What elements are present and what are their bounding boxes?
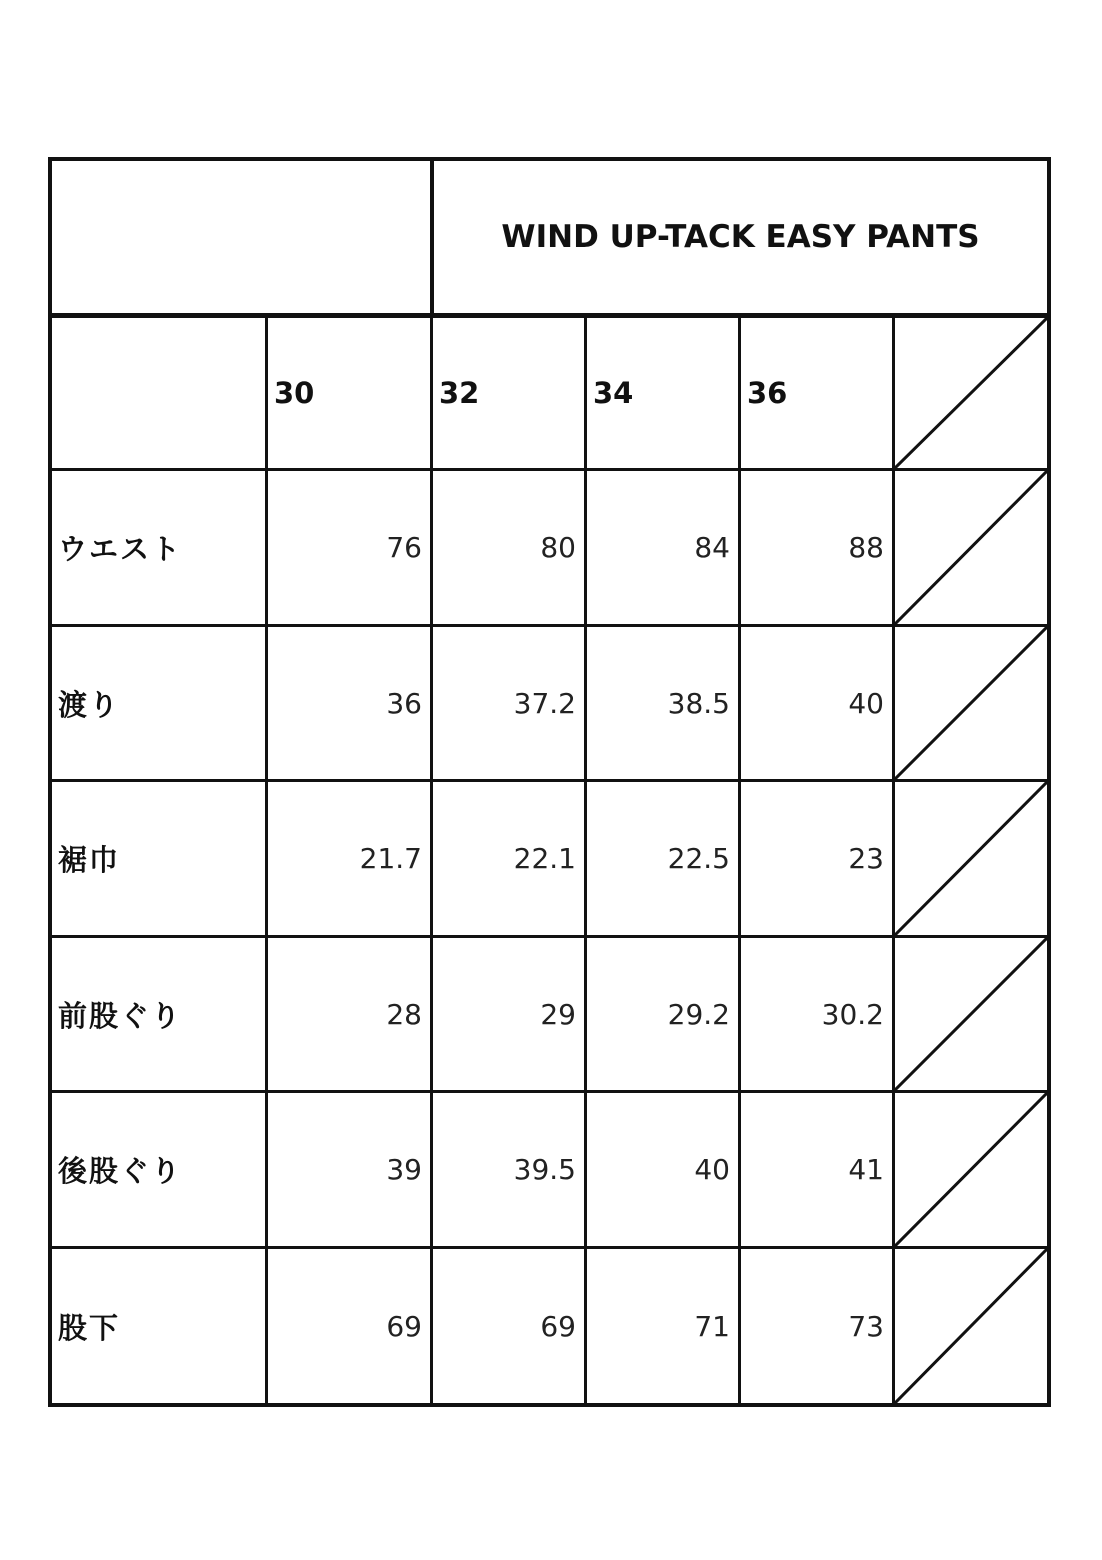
empty-cell-diagonal bbox=[895, 1249, 1047, 1403]
table-cell: 73 bbox=[848, 1309, 884, 1343]
table-cell: 71 bbox=[694, 1309, 730, 1343]
table-cell: 69 bbox=[386, 1309, 422, 1343]
size-header-32: 32 bbox=[439, 376, 480, 410]
table-cell: 38.5 bbox=[667, 686, 730, 720]
size-chart-table bbox=[48, 157, 1051, 1407]
row-label-hem-width: 裾巾 bbox=[58, 843, 121, 877]
size-header-34: 34 bbox=[593, 376, 634, 410]
table-cell: 39.5 bbox=[513, 1153, 576, 1186]
table-cell: 21.7 bbox=[359, 842, 422, 875]
table-cell: 29 bbox=[540, 997, 576, 1031]
row-label-waist: ウエスト bbox=[58, 532, 183, 566]
row-label-back-rise: 後股ぐり bbox=[58, 1154, 183, 1188]
table-cell: 28 bbox=[386, 997, 422, 1031]
empty-cell-diagonal bbox=[895, 318, 1047, 468]
table-cell: 69 bbox=[540, 1309, 576, 1343]
table-cell: 29.2 bbox=[667, 997, 730, 1031]
table-cell: 40 bbox=[694, 1153, 730, 1186]
table-cell: 76 bbox=[386, 531, 422, 564]
empty-cell-diagonal bbox=[895, 627, 1047, 779]
size-header-36: 36 bbox=[747, 376, 788, 410]
row-label-front-rise: 前股ぐり bbox=[58, 998, 183, 1033]
table-cell: 39 bbox=[386, 1153, 422, 1186]
table-cell: 41 bbox=[848, 1153, 884, 1186]
empty-cell-diagonal bbox=[895, 471, 1047, 624]
table-cell: 40 bbox=[848, 686, 884, 720]
table-cell: 37.2 bbox=[513, 686, 576, 720]
table-cell: 23 bbox=[848, 842, 884, 875]
table-cell: 22.5 bbox=[667, 842, 730, 875]
table-cell: 88 bbox=[848, 531, 884, 564]
empty-cell-diagonal bbox=[895, 938, 1047, 1090]
empty-cell-diagonal bbox=[895, 782, 1047, 935]
table-cell: 36 bbox=[386, 686, 422, 720]
table-cell: 84 bbox=[694, 531, 730, 564]
row-label-inseam: 股下 bbox=[58, 1310, 121, 1345]
table-cell: 80 bbox=[540, 531, 576, 564]
row-label-thigh: 渡り bbox=[58, 687, 121, 722]
product-title: WIND UP-TACK EASY PANTS bbox=[501, 219, 980, 255]
table-cell: 22.1 bbox=[513, 842, 576, 875]
empty-cell-diagonal bbox=[895, 1093, 1047, 1246]
size-header-30: 30 bbox=[274, 376, 315, 410]
table-cell: 30.2 bbox=[821, 997, 884, 1031]
